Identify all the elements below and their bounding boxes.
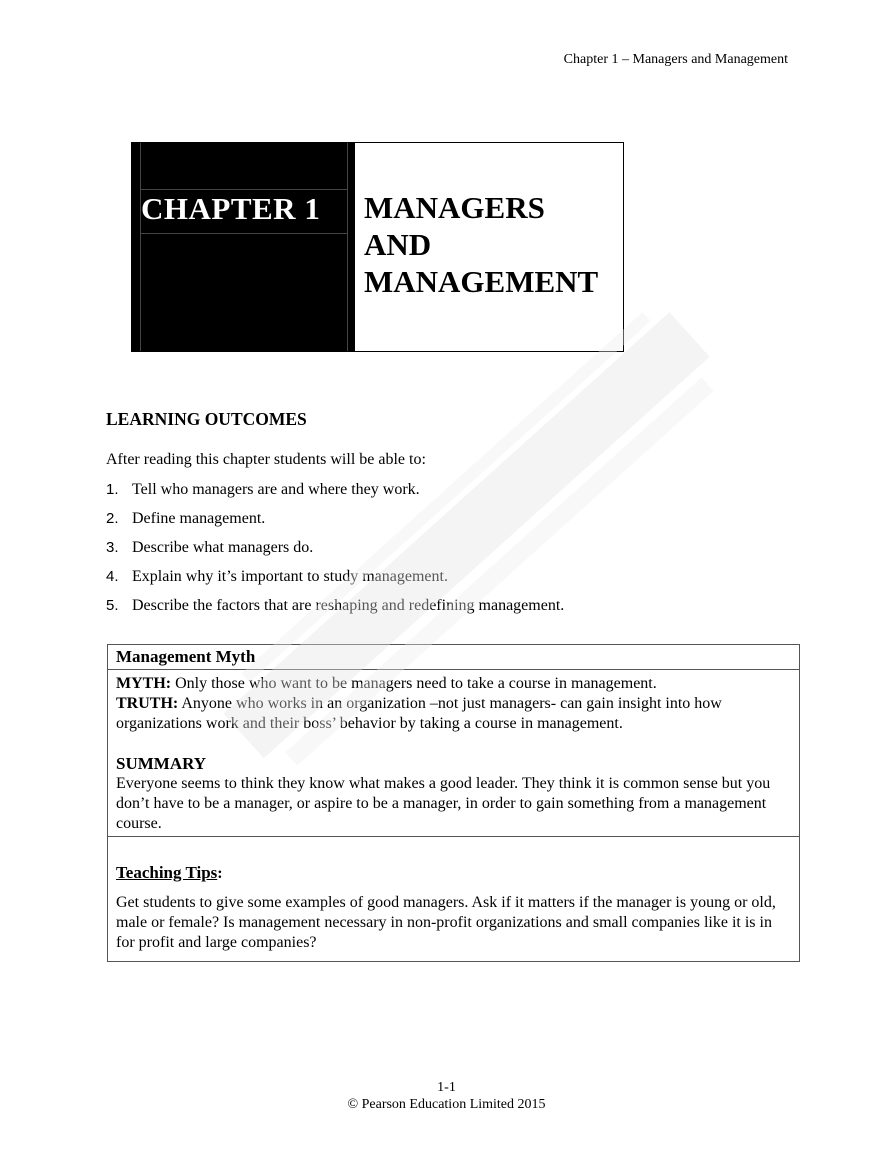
teaching-tips-text: Get students to give some examples of good managers. Ask if it matters if the manager is young or old, male or female? Is management necessary in non-profit organizations and small companies like it is in for profit and large companies? [116,894,776,951]
teaching-tips-heading [116,863,791,884]
learning-outcomes-heading: LEARNING OUTCOMES [106,409,307,429]
list-item-text: Describe the factors that are reshaping and redefining management. [132,597,565,614]
myth-paragraph [116,674,791,694]
chapter-title: MANAGERS AND MANAGEMENT [364,190,599,299]
chapter-number: CHAPTER 1 [141,191,321,226]
chapter-title-panel [355,143,623,351]
list-item-number: 3. [106,539,119,556]
list-item-text: Define management. [132,510,266,527]
list-item-text: Describe what managers do. [132,539,314,556]
page-number: 1-1 [437,1080,456,1095]
list-item-number: 4. [106,568,119,585]
myth-text: Only those who want to be managers need to take a course in management. [171,675,657,692]
truth-text: Anyone who works in an organization –not just managers- can gain insight into how organizations work and their boss’ behavior by taking a course in management. [116,695,722,732]
page-footer [0,1079,893,1113]
list-item [106,596,564,625]
management-myth-box [107,644,800,962]
truth-label: TRUTH: [116,695,179,712]
teaching-tips-colon: : [217,865,223,882]
myth-box-body [108,670,799,837]
teaching-tips-label: Teaching Tips [116,863,218,882]
learning-outcomes-list [106,480,564,625]
teaching-tips-section [108,837,799,961]
list-item-number: 2. [106,510,119,527]
truth-paragraph [116,694,791,734]
list-item-number: 5. [106,597,119,614]
summary-heading: SUMMARY [116,754,207,773]
chapter-title-box [131,142,624,352]
myth-label: MYTH: [116,675,172,692]
list-item [106,538,564,567]
list-item-number: 1. [106,481,119,498]
learning-outcomes-intro: After reading this chapter students will be able to: [106,451,426,468]
list-item [106,567,564,596]
list-item-text: Explain why it’s important to study management. [132,568,448,585]
myth-box-heading: Management Myth [108,645,799,670]
copyright: © Pearson Education Limited 2015 [347,1097,546,1112]
list-item [106,480,564,509]
list-item [106,509,564,538]
running-header: Chapter 1 – Managers and Management [563,52,788,67]
summary-text: Everyone seems to think they know what makes a good leader. They think it is common sense but you don’t have to be a manager, or aspire to be a manager, in order to gain something from a management course. [116,775,771,832]
list-item-text: Tell who managers are and where they work. [132,481,420,498]
chapter-number-panel [132,143,355,351]
